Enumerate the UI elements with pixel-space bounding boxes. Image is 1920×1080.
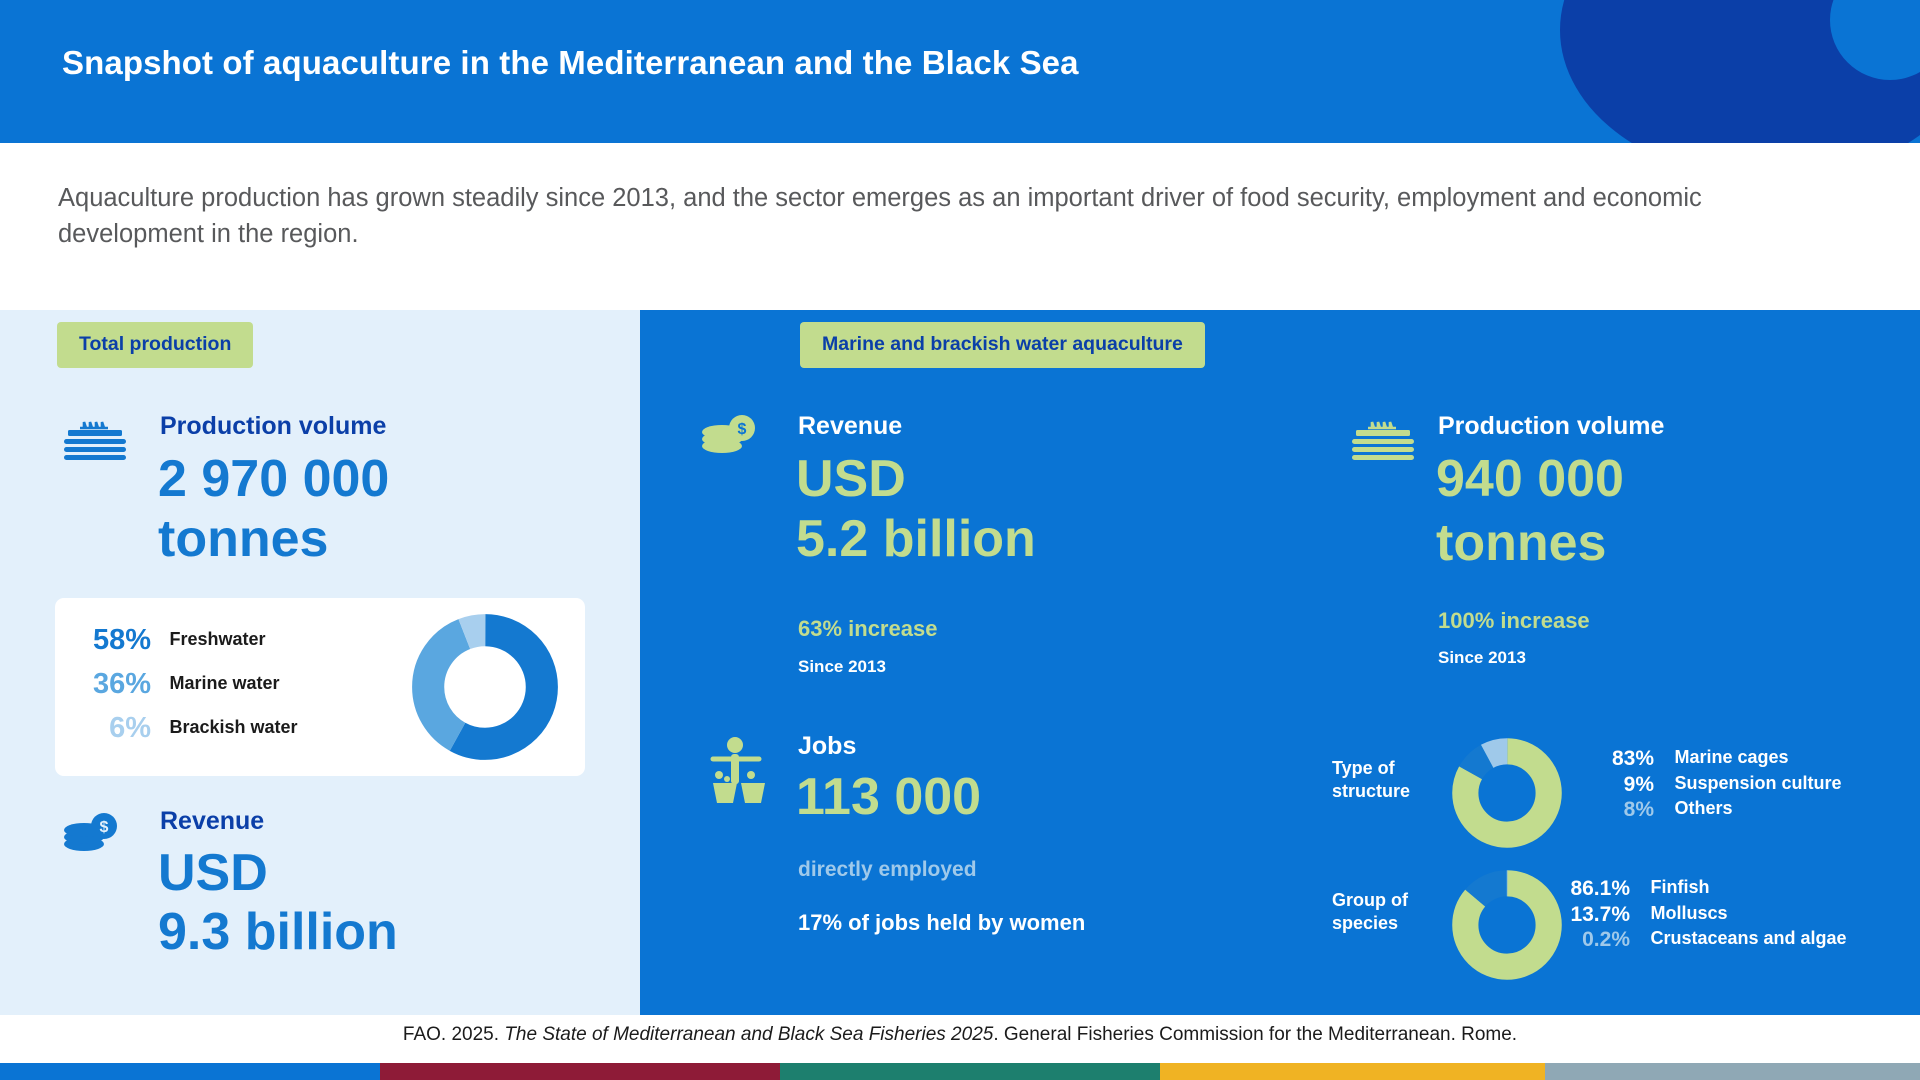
legend-item: [1548, 902, 1847, 928]
total-production-donut-chart: [410, 612, 560, 767]
svg-text:$: $: [99, 819, 109, 836]
legend-item: [65, 712, 298, 745]
aquaculture-pond-icon: [1350, 418, 1416, 464]
legend-percent: 8%: [1623, 798, 1654, 822]
citation-part1: FAO. 2025.: [402, 1024, 505, 1045]
header-bar: [0, 0, 1920, 143]
legend-percent: 86.1%: [1570, 877, 1630, 900]
right-production-value: 940 000: [1436, 450, 1624, 508]
citation-title: The State of Mediterranean and Black Sea Fisheries 2025: [504, 1024, 994, 1045]
citation: [0, 1024, 1920, 1046]
citation-part2: . General Fisheries Commission for the Mediterranean. Rome.: [993, 1024, 1518, 1045]
legend-label: Finfish: [1650, 877, 1710, 897]
footer-bar-blue: [0, 1063, 380, 1080]
legend-label: Suspension culture: [1674, 772, 1842, 793]
right-revenue-label: Revenue: [798, 412, 903, 440]
legend-percent: 83%: [1611, 747, 1654, 770]
intro-paragraph: Aquaculture production has grown steadily since 2013, and the sector emerges as an important driver of food security, employment and economic development in the region.: [58, 184, 1702, 249]
legend-label: Marine cages: [1674, 747, 1789, 767]
structure-legend: [1572, 746, 1841, 823]
species-label-line1: Group of: [1332, 890, 1408, 910]
footer-bar-teal: [780, 1063, 1160, 1080]
left-production-label: Production volume: [160, 412, 387, 440]
money-coins-icon: [700, 412, 760, 462]
footer-color-bars: [0, 1063, 1920, 1080]
aquaculture-pond-icon: [62, 418, 128, 464]
right-revenue-since: Since 2013: [798, 657, 886, 676]
tag-marine-brackish: Marine and brackish water aquaculture: [800, 322, 1205, 368]
legend-item: [1548, 876, 1847, 902]
right-production-since: Since 2013: [1438, 648, 1526, 667]
left-production-value: 2 970 000: [158, 450, 390, 508]
structure-donut-chart: [1452, 738, 1562, 853]
right-revenue-change: 63% increase: [798, 616, 938, 641]
left-revenue-label: Revenue: [160, 807, 265, 835]
right-revenue-value: 5.2 billion: [796, 510, 1036, 568]
right-revenue-currency: USD: [796, 450, 906, 508]
structure-group-label: [1332, 757, 1410, 804]
right-production-change: 100% increase: [1438, 608, 1590, 633]
structure-label-line2: structure: [1332, 781, 1411, 802]
footer-bar-maroon: [380, 1063, 780, 1080]
species-label-line2: species: [1332, 913, 1399, 934]
footer-bar-gray: [1545, 1063, 1920, 1080]
total-production-breakdown-card: [55, 598, 585, 776]
legend-item: [1548, 927, 1847, 953]
legend-label: Brackish water: [169, 717, 298, 737]
legend-item: [65, 668, 280, 701]
legend-percent: 9%: [1623, 772, 1654, 796]
svg-text:$: $: [737, 421, 747, 438]
jobs-caption: directly employed: [798, 858, 977, 881]
species-legend: [1548, 876, 1847, 953]
legend-item: [1572, 772, 1841, 798]
legend-item: [1572, 746, 1841, 772]
legend-item: [1572, 797, 1841, 823]
legend-percent: 36%: [92, 668, 151, 700]
jobs-value: 113 000: [796, 768, 982, 826]
left-revenue-currency: USD: [158, 844, 268, 902]
species-group-label: [1332, 889, 1408, 936]
legend-label: Marine water: [169, 673, 280, 693]
right-production-label: Production volume: [1438, 412, 1665, 440]
legend-percent: 13.7%: [1570, 902, 1630, 926]
legend-percent: 58%: [92, 624, 151, 656]
tag-total-production: Total production: [57, 322, 253, 368]
worker-harvest-icon: [705, 735, 777, 809]
legend-percent: 6%: [109, 712, 151, 744]
legend-item: [65, 624, 266, 657]
structure-label-line1: Type of: [1332, 758, 1395, 778]
footer-bar-yellow: [1160, 1063, 1545, 1080]
jobs-label: Jobs: [798, 732, 857, 760]
legend-percent: 0.2%: [1582, 928, 1630, 952]
species-donut-chart: [1452, 870, 1562, 985]
page-title: Snapshot of aquaculture in the Mediterranean and the Black Sea: [62, 44, 1079, 81]
legend-label: Freshwater: [169, 629, 266, 649]
jobs-women-note: 17% of jobs held by women: [798, 910, 1086, 935]
left-revenue-value: 9.3 billion: [158, 903, 398, 961]
right-production-unit: tonnes: [1436, 514, 1607, 572]
left-production-unit: tonnes: [158, 510, 329, 568]
legend-label: Others: [1674, 798, 1733, 819]
legend-label: Crustaceans and algae: [1650, 928, 1847, 949]
legend-label: Molluscs: [1650, 902, 1728, 923]
money-coins-icon: [62, 810, 122, 860]
